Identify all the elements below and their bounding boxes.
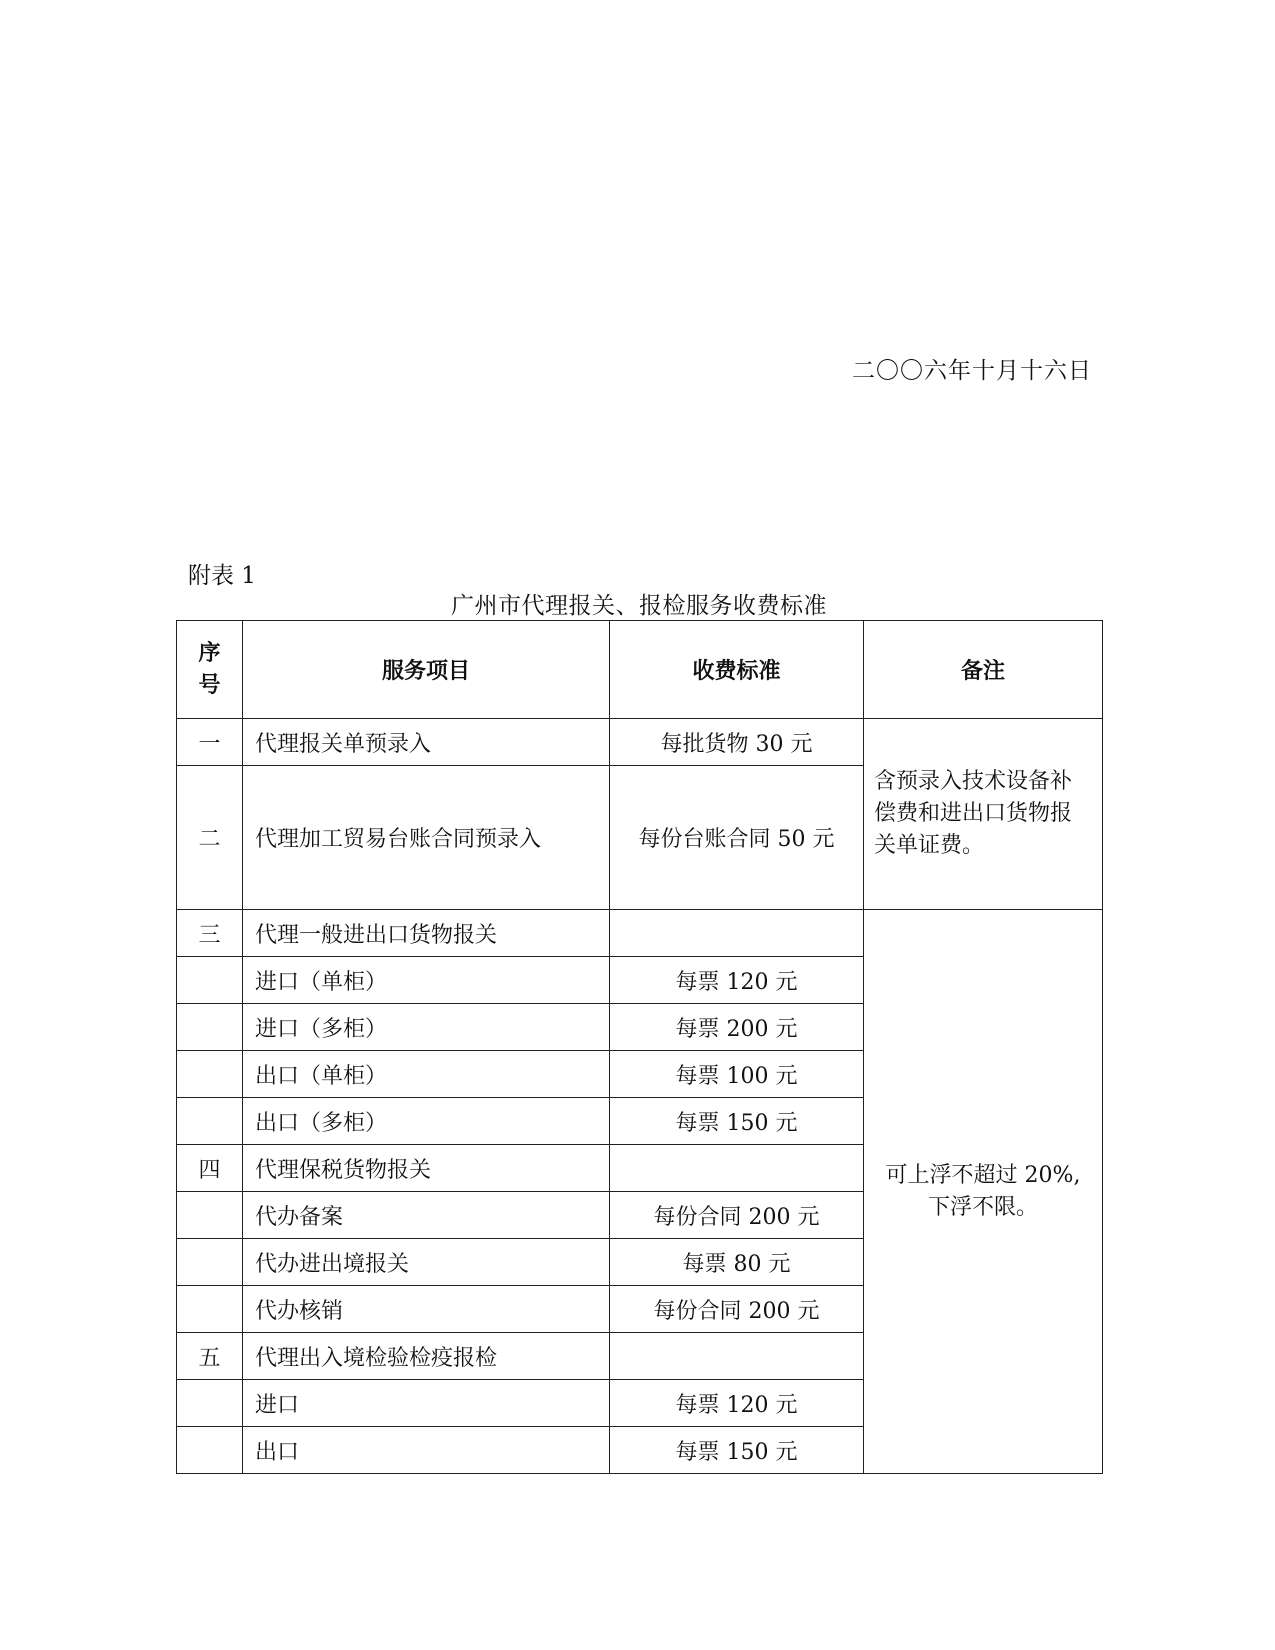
row-service-item: 代理出入境检验检疫报检 [243,1333,610,1380]
row-service-item: 进口（多柜） [243,1004,610,1051]
row-number: 三 [177,910,243,957]
row-fee: 每批货物 30 元 [610,719,864,766]
row-service-item: 进口（单柜） [243,957,610,1004]
remark-float-range [864,910,1103,1474]
remark-preentry: 含预录入技术设备补偿费和进出口货物报关单证费。 [864,719,1103,910]
row-number: 五 [177,1333,243,1380]
row-service-item: 出口 [243,1427,610,1474]
row-service-item: 代理报关单预录入 [243,719,610,766]
row-fee [610,1145,864,1192]
header-serial-line2: 号 [198,672,221,698]
row-service-item: 出口（多柜） [243,1098,610,1145]
row-number [177,1380,243,1427]
row-number [177,1239,243,1286]
row-number [177,1286,243,1333]
row-fee [610,910,864,957]
row-fee: 每票 200 元 [610,1004,864,1051]
row-number [177,957,243,1004]
remark-float-line2: 下浮不限。 [927,1194,1038,1220]
row-number: 二 [177,766,243,910]
row-service-item: 代理加工贸易台账合同预录入 [243,766,610,910]
row-service-item: 代理一般进出口货物报关 [243,910,610,957]
header-remarks: 备注 [864,621,1103,719]
row-number: 四 [177,1145,243,1192]
table-title: 广州市代理报关、报检服务收费标准 [451,593,827,619]
row-fee: 每票 120 元 [610,957,864,1004]
table-row [177,910,1103,957]
row-number [177,1192,243,1239]
remark-float-line1: 可上浮不超过 20%, [885,1162,1081,1188]
row-service-item: 代办核销 [243,1286,610,1333]
header-service-item: 服务项目 [243,621,610,719]
row-fee: 每票 120 元 [610,1380,864,1427]
document-date: 二〇〇六年十月十六日 [852,358,1092,384]
row-number [177,1098,243,1145]
row-service-item: 出口（单柜） [243,1051,610,1098]
row-number [177,1427,243,1474]
row-number: 一 [177,719,243,766]
row-fee: 每份合同 200 元 [610,1286,864,1333]
row-service-item: 代理保税货物报关 [243,1145,610,1192]
header-serial-line1: 序 [198,640,221,666]
header-serial-number [177,621,243,719]
row-fee: 每票 150 元 [610,1098,864,1145]
row-service-item: 代办备案 [243,1192,610,1239]
fee-standard-table [176,620,1103,1474]
row-number [177,1004,243,1051]
row-service-item: 代办进出境报关 [243,1239,610,1286]
table-header-row [177,621,1103,719]
row-fee: 每票 100 元 [610,1051,864,1098]
row-number [177,1051,243,1098]
row-service-item: 进口 [243,1380,610,1427]
row-fee: 每票 150 元 [610,1427,864,1474]
row-fee: 每票 80 元 [610,1239,864,1286]
row-fee: 每份合同 200 元 [610,1192,864,1239]
row-fee: 每份台账合同 50 元 [610,766,864,910]
header-fee-standard: 收费标准 [610,621,864,719]
table-row [177,719,1103,766]
row-fee [610,1333,864,1380]
appendix-label: 附表 1 [188,563,256,589]
